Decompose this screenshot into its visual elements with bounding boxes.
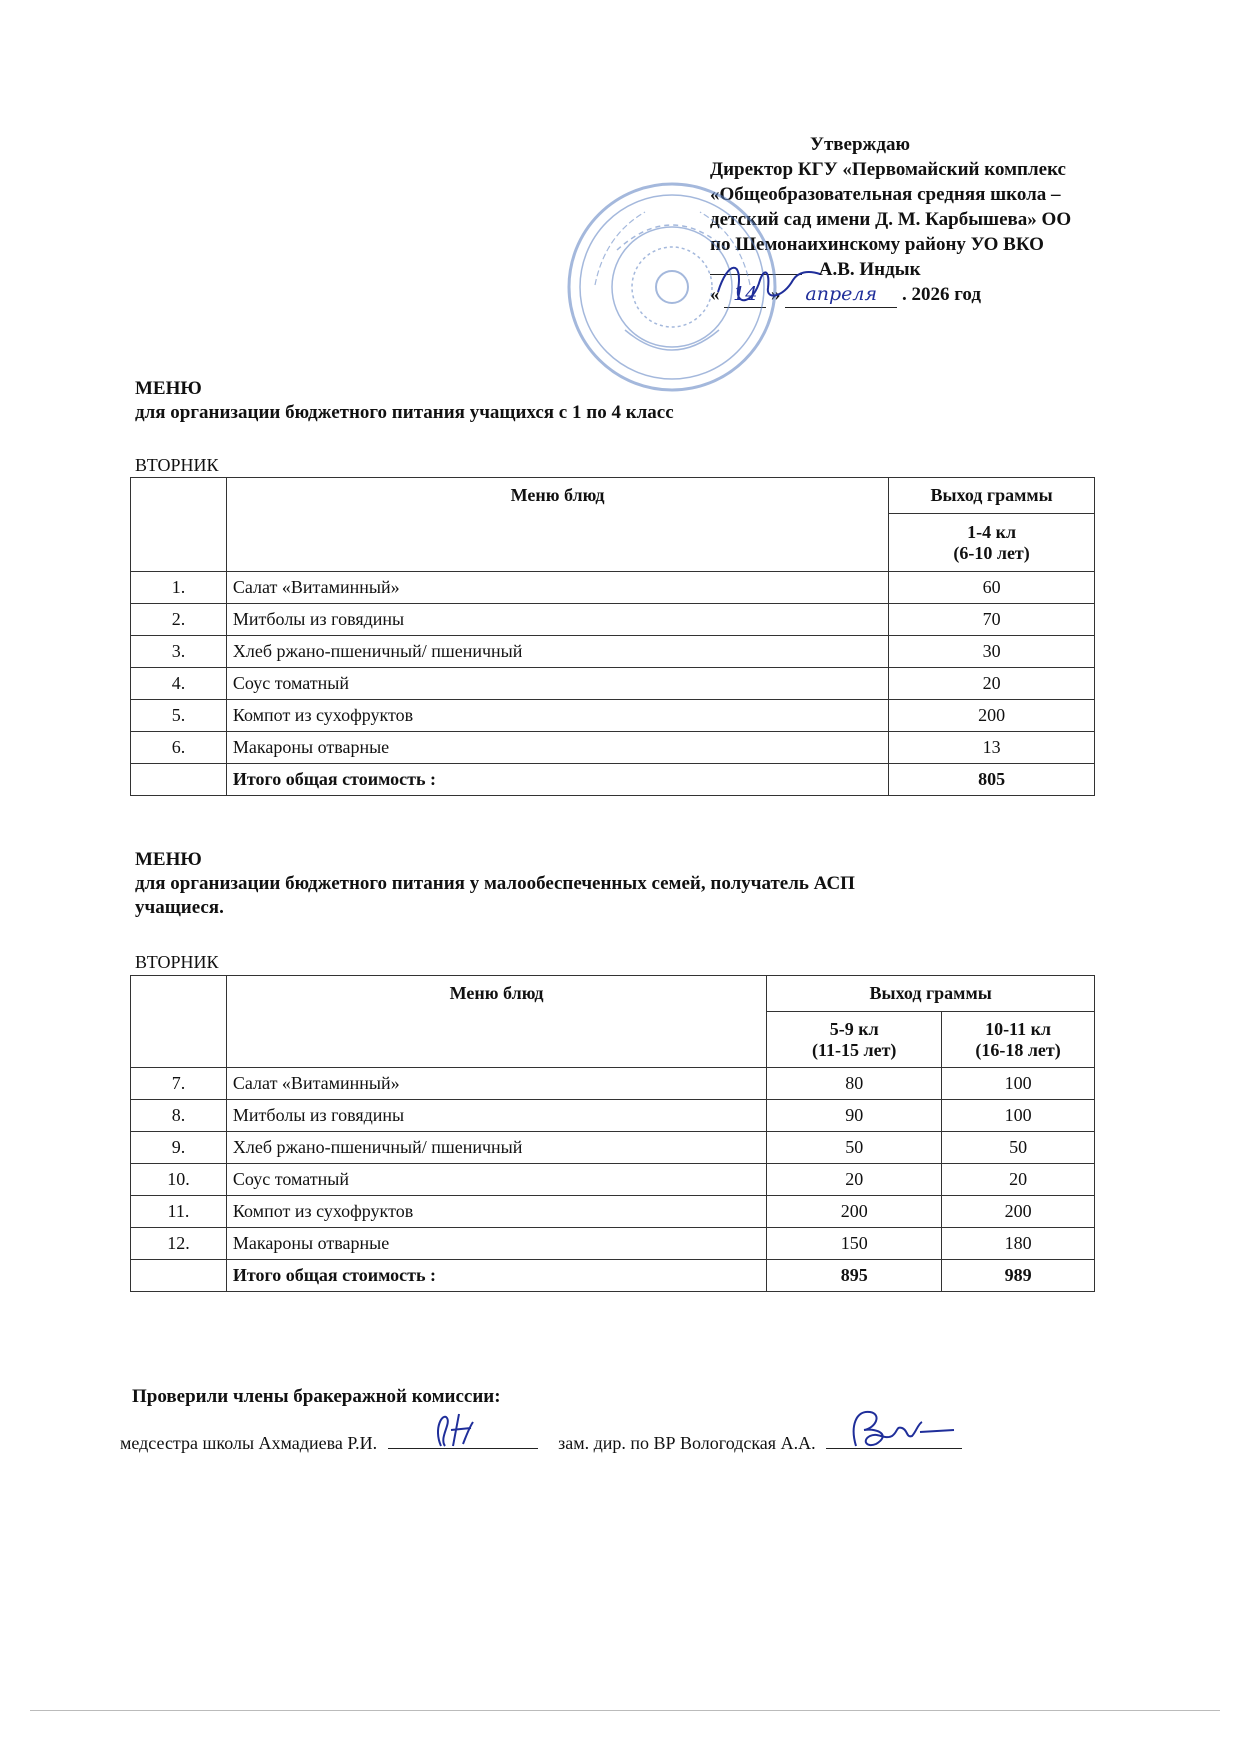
row-dish: Соус томатный	[226, 1164, 766, 1196]
menu1-header-output: Выход граммы	[889, 478, 1095, 514]
row-dish: Макароны отварные	[226, 732, 888, 764]
date-year: . 2026 год	[902, 284, 981, 305]
table-row	[131, 1100, 1095, 1132]
row-dish: Компот из сухофруктов	[226, 700, 888, 732]
total-label: Итого общая стоимость :	[226, 764, 888, 796]
row-number: 12.	[131, 1228, 227, 1260]
menu2-day: ВТОРНИК	[135, 952, 219, 972]
row-number: 8.	[131, 1100, 227, 1132]
table-row	[131, 1228, 1095, 1260]
row-value: 70	[889, 604, 1095, 636]
date-month: апреля	[785, 282, 897, 308]
row-number: 10.	[131, 1164, 227, 1196]
row-dish: Митболы из говядины	[226, 1100, 766, 1132]
menu1-day: ВТОРНИК	[135, 455, 219, 475]
commission-member-1: медсестра школы Ахмадиева Р.И.	[120, 1433, 378, 1453]
row-value-2: 100	[942, 1068, 1095, 1100]
row-value-2: 180	[942, 1228, 1095, 1260]
row-dish: Митболы из говядины	[226, 604, 888, 636]
total-label: Итого общая стоимость :	[226, 1260, 766, 1292]
row-dish: Соус томатный	[226, 668, 888, 700]
row-value-2: 20	[942, 1164, 1095, 1196]
commission-heading: Проверили члены бракеражной комиссии:	[132, 1386, 501, 1407]
menu1-header-dish: Меню блюд	[226, 478, 888, 572]
total-row-num	[131, 764, 227, 796]
row-value-1: 150	[767, 1228, 942, 1260]
menu2-header-subcol-2	[942, 1012, 1095, 1068]
row-value: 13	[889, 732, 1095, 764]
row-value-2: 50	[942, 1132, 1095, 1164]
menu2-subcol-2-age: (16-18 лет)	[975, 1039, 1061, 1060]
row-value-2: 100	[942, 1100, 1095, 1132]
menu2-subcol-2-grade: 10-11 кл	[985, 1018, 1052, 1039]
table-row	[131, 572, 1095, 604]
menu1-subcol-1-age: (6-10 лет)	[953, 542, 1030, 563]
table-row	[131, 732, 1095, 764]
table-row	[131, 1164, 1095, 1196]
row-dish: Хлеб ржано-пшеничный/ пшеничный	[226, 1132, 766, 1164]
total-value-1: 895	[767, 1260, 942, 1292]
commission-member-2: зам. дир. по ВР Вологодская А.А.	[558, 1433, 816, 1453]
member-1-signature-line	[388, 1430, 538, 1449]
row-dish: Компот из сухофруктов	[226, 1196, 766, 1228]
row-value-1: 200	[767, 1196, 942, 1228]
menu2-header-subcol-1	[767, 1012, 942, 1068]
approval-signer: А.В. Индык	[818, 259, 921, 280]
row-number: 5.	[131, 700, 227, 732]
row-dish: Хлеб ржано-пшеничный/ пшеничный	[226, 636, 888, 668]
date-close-quote: »	[771, 284, 781, 305]
row-value: 200	[889, 700, 1095, 732]
row-dish: Салат «Витаминный»	[226, 1068, 766, 1100]
approval-line-3: детский сад имени Д. М. Карбышева» ОО	[710, 209, 1072, 230]
approval-line-2: «Общеобразовательная средняя школа –	[710, 184, 1061, 205]
total-row-num	[131, 1260, 227, 1292]
menu1-table	[130, 477, 1095, 796]
row-number: 7.	[131, 1068, 227, 1100]
total-row	[131, 764, 1095, 796]
menu1-title: МЕНЮ	[135, 378, 202, 399]
menu2-subtitle: для организации бюджетного питания у малообеспеченных семей, получатель АСП	[135, 873, 855, 894]
table-row	[131, 1068, 1095, 1100]
approval-line-1: Директор КГУ «Первомайский комплекс	[710, 159, 1066, 180]
commission-signatures	[120, 1430, 962, 1454]
table-row	[131, 636, 1095, 668]
menu1-header-subcol-1	[889, 514, 1095, 572]
date-open-quote: «	[710, 284, 720, 305]
approval-line-4: по Шемонаихинскому району УО ВКО	[710, 234, 1044, 255]
table-row	[131, 1196, 1095, 1228]
page-edge-line	[30, 1710, 1220, 1711]
total-value: 805	[889, 764, 1095, 796]
director-signature-icon	[708, 250, 828, 320]
table-row	[131, 1132, 1095, 1164]
menu2-subcol-1-age: (11-15 лет)	[812, 1039, 897, 1060]
member-2-signature-icon	[836, 1402, 956, 1452]
row-number: 9.	[131, 1132, 227, 1164]
row-number: 3.	[131, 636, 227, 668]
menu2-subcol-1-grade: 5-9 кл	[829, 1018, 879, 1039]
row-number: 6.	[131, 732, 227, 764]
row-number: 11.	[131, 1196, 227, 1228]
row-value: 60	[889, 572, 1095, 604]
row-dish: Салат «Витаминный»	[226, 572, 888, 604]
menu1-subtitle: для организации бюджетного питания учащихся с 1 по 4 класс	[135, 402, 674, 423]
row-value-2: 200	[942, 1196, 1095, 1228]
total-row	[131, 1260, 1095, 1292]
row-value: 30	[889, 636, 1095, 668]
total-value-2: 989	[942, 1260, 1095, 1292]
member-2-signature-line	[826, 1430, 962, 1449]
row-value-1: 80	[767, 1068, 942, 1100]
row-value-1: 20	[767, 1164, 942, 1196]
menu2-title: МЕНЮ	[135, 849, 202, 870]
row-value-1: 50	[767, 1132, 942, 1164]
table-row	[131, 604, 1095, 636]
row-number: 1.	[131, 572, 227, 604]
row-value: 20	[889, 668, 1095, 700]
row-number: 2.	[131, 604, 227, 636]
menu2-header-dish: Меню блюд	[226, 976, 766, 1068]
menu2-header-num	[131, 976, 227, 1068]
table-row	[131, 700, 1095, 732]
menu1-header-num	[131, 478, 227, 572]
row-dish: Макароны отварные	[226, 1228, 766, 1260]
table-row	[131, 668, 1095, 700]
row-number: 4.	[131, 668, 227, 700]
menu2-subtitle-2: учащиеся.	[135, 897, 224, 918]
date-day: 14	[724, 282, 766, 308]
menu2-header-output: Выход граммы	[767, 976, 1095, 1012]
row-value-1: 90	[767, 1100, 942, 1132]
member-1-signature-icon	[423, 1408, 483, 1452]
menu2-table	[130, 975, 1095, 1292]
menu1-subcol-1-grade: 1-4 кл	[967, 521, 1017, 542]
approval-heading: Утверждаю	[810, 134, 910, 155]
